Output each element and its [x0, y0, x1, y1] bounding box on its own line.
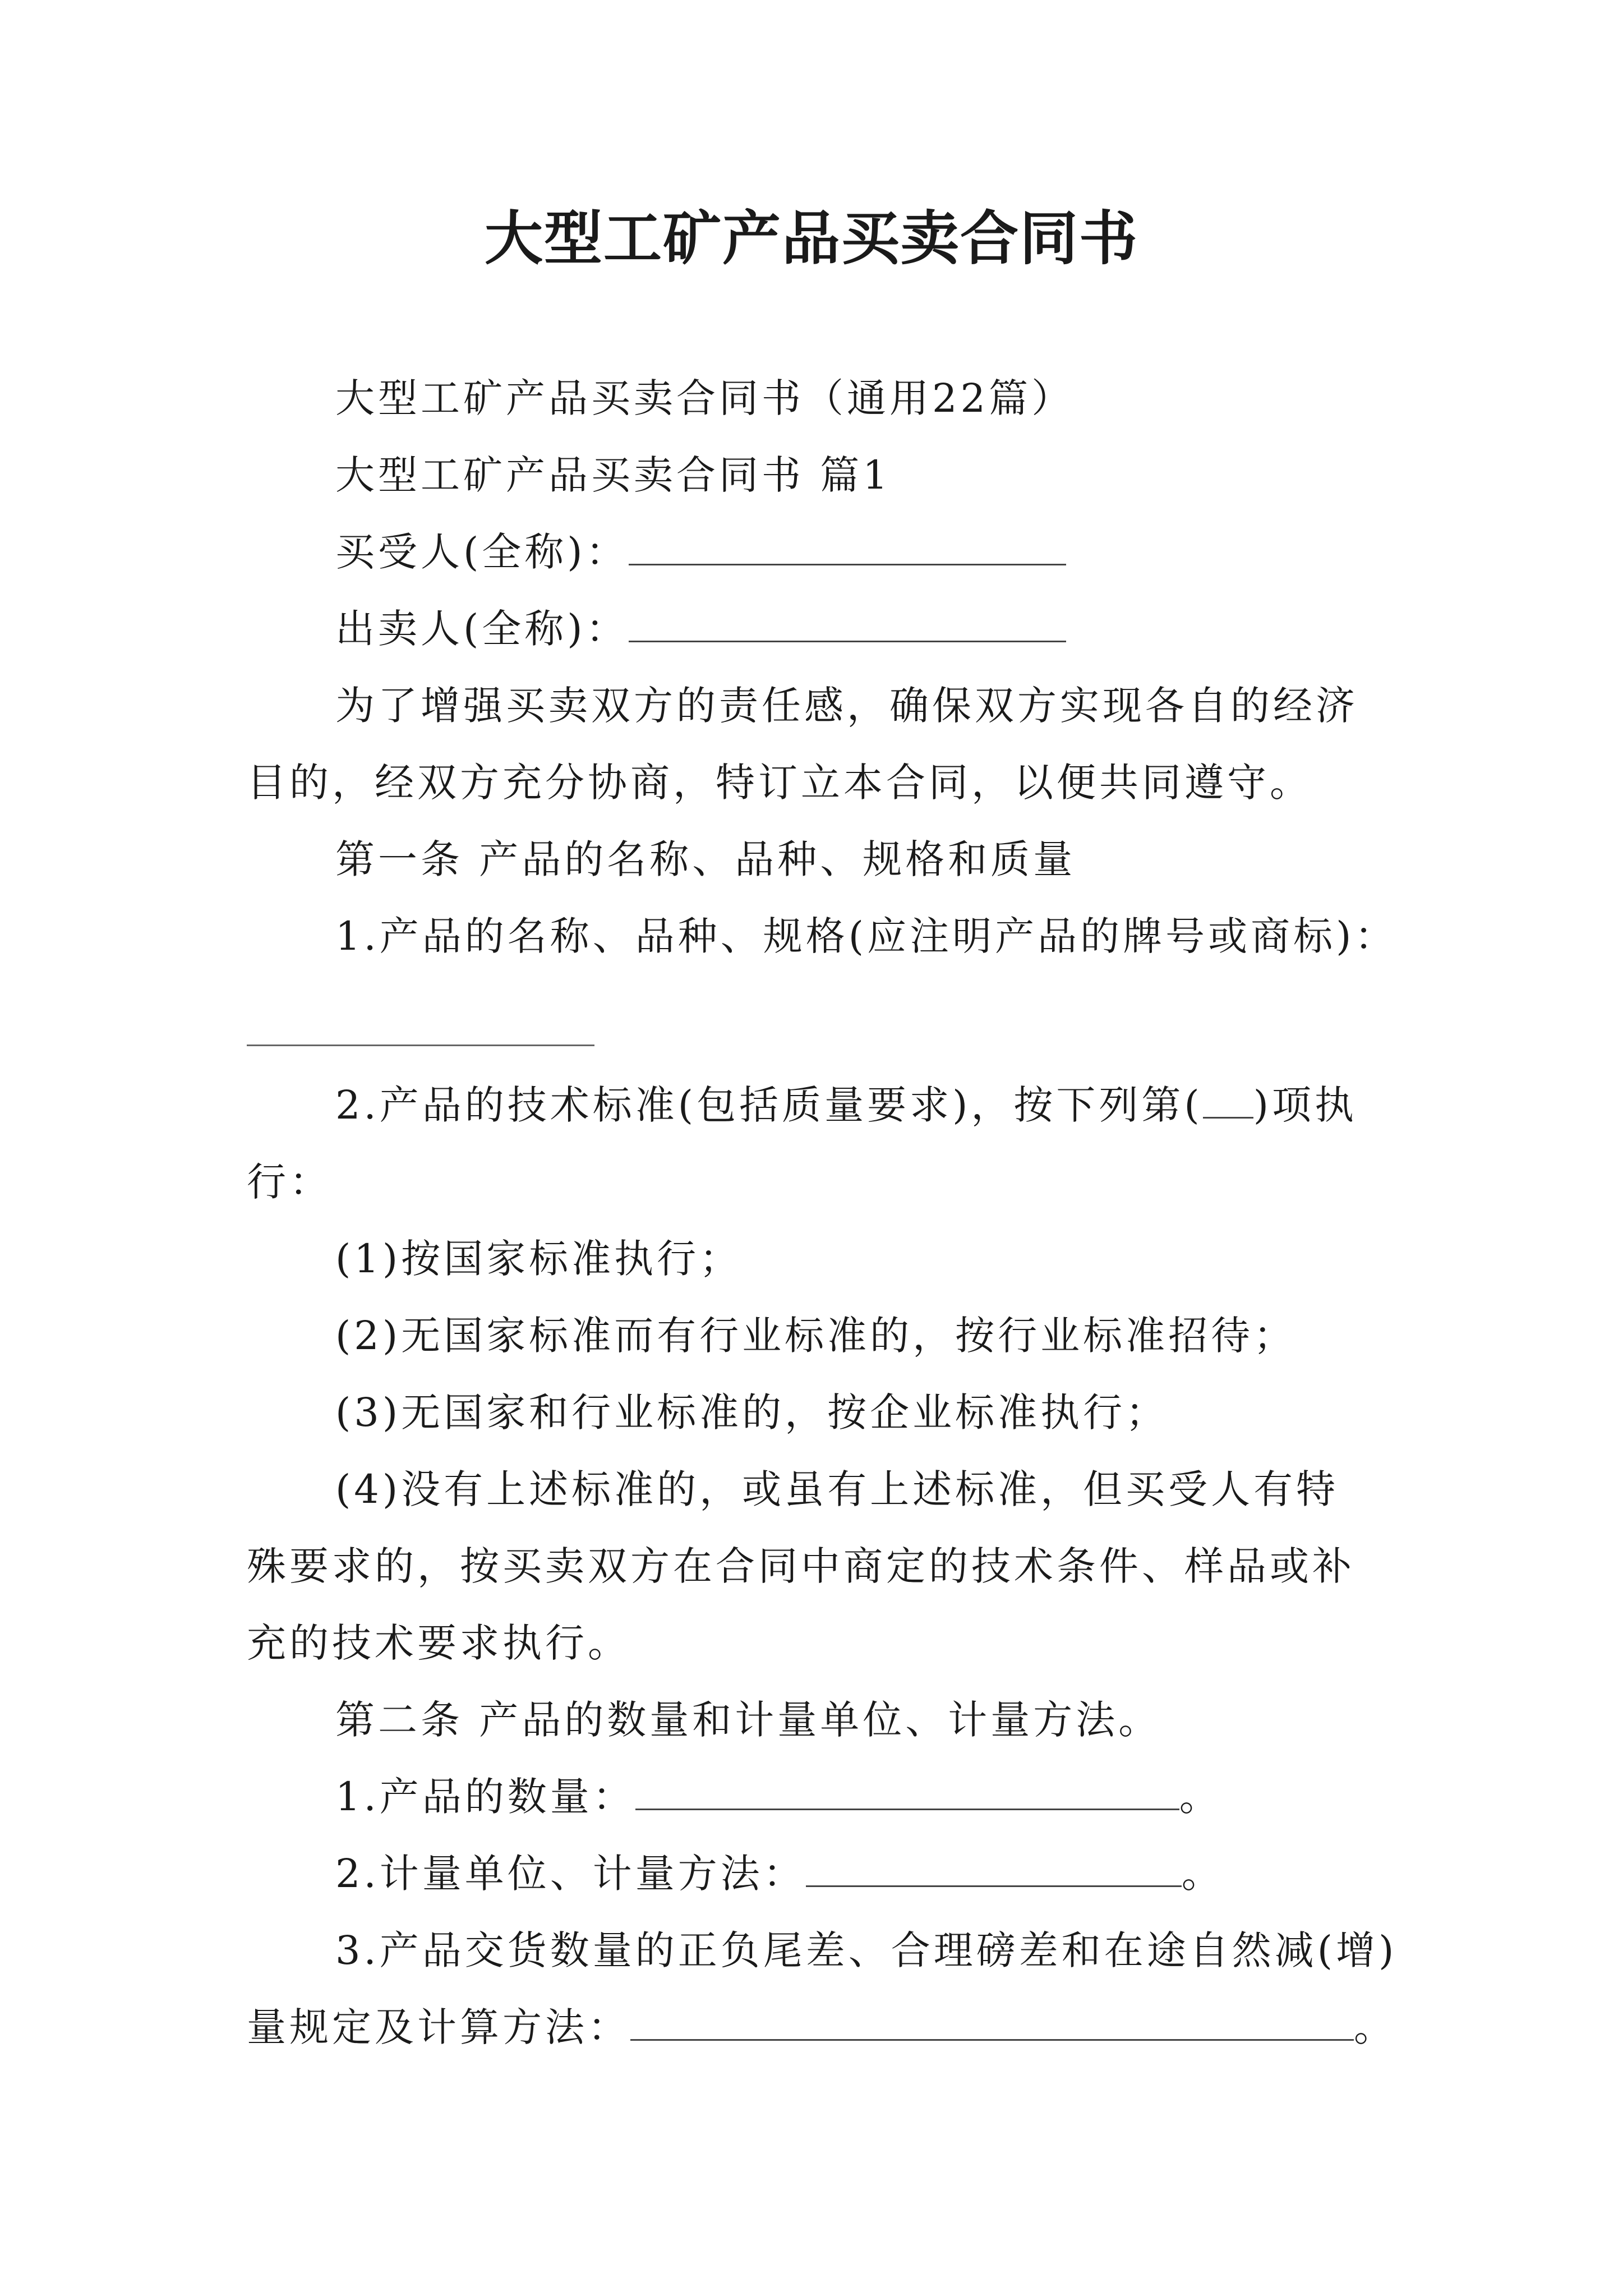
buyer-name-blank[interactable] — [629, 526, 1066, 565]
seller-label: 出卖人(全称)： — [335, 606, 629, 652]
article-2-heading: 第二条 产品的数量和计量单位、计量方法。 — [335, 1697, 1161, 1743]
article-2-item-3-line-1: 3.产品交货数量的正负尾差、合理磅差和在途自然减(增) — [335, 1927, 1398, 1973]
buyer-line — [335, 524, 1066, 580]
buyer-label: 买受人(全称)： — [335, 529, 629, 575]
unit-method-blank[interactable] — [806, 1847, 1182, 1887]
preamble-line-2: 目的，经双方充分协商，特订立本合同，以便共同遵守。 — [247, 760, 1312, 806]
period: 。 — [1181, 1851, 1224, 1897]
product-spec-blank[interactable] — [247, 1045, 594, 1046]
article-1-item-2-continued: 行： — [247, 1159, 332, 1205]
article-2-item-1-label: 1.产品的数量： — [335, 1774, 635, 1820]
article-2-item-2 — [335, 1846, 1224, 1902]
standard-option-3: (3)无国家和行业标准的，按企业标准执行； — [335, 1389, 1169, 1435]
seller-line — [335, 601, 1066, 657]
period: 。 — [1354, 2004, 1396, 2050]
article-1-item-2 — [335, 1077, 1357, 1133]
document-subtitle: 大型工矿产品买卖合同书（通用22篇） — [335, 375, 1075, 421]
article-1-item-2-text-b: )项执 — [1253, 1082, 1358, 1128]
article-2-item-3-label: 量规定及计算方法： — [247, 2004, 630, 2050]
article-2-item-2-label: 2.计量单位、计量方法： — [335, 1851, 806, 1897]
tolerance-calculation-blank[interactable] — [630, 2001, 1354, 2041]
standard-choice-blank[interactable] — [1203, 1079, 1253, 1119]
section-heading: 大型工矿产品买卖合同书 篇1 — [335, 452, 891, 498]
article-1-heading: 第一条 产品的名称、品种、规格和质量 — [335, 836, 1076, 882]
standard-option-4-line-3: 充的技术要求执行。 — [247, 1620, 630, 1666]
standard-option-2: (2)无国家标准而有行业标准的，按行业标准招待； — [335, 1313, 1297, 1359]
quantity-blank[interactable] — [635, 1770, 1179, 1810]
standard-option-4-line-1: (4)没有上述标准的，或虽有上述标准，但买受人有特 — [335, 1466, 1339, 1512]
article-1-item-2-text-a: 2.产品的技术标准(包括质量要求)，按下列第( — [335, 1082, 1203, 1128]
article-1-item-1: 1.产品的名称、品种、规格(应注明产品的牌号或商标)： — [335, 913, 1398, 959]
document-title: 大型工矿产品买卖合同书 — [484, 204, 1138, 273]
period: 。 — [1179, 1774, 1222, 1820]
standard-option-1: (1)按国家标准执行； — [335, 1236, 743, 1282]
preamble-line-1: 为了增强买卖双方的责任感，确保双方实现各自的经济 — [335, 683, 1358, 729]
standard-option-4-line-2: 殊要求的，按买卖双方在合同中商定的技术条件、样品或补 — [247, 1543, 1355, 1589]
article-2-item-1 — [335, 1769, 1222, 1825]
article-2-item-3-line-2 — [247, 1999, 1396, 2055]
seller-name-blank[interactable] — [629, 602, 1066, 642]
